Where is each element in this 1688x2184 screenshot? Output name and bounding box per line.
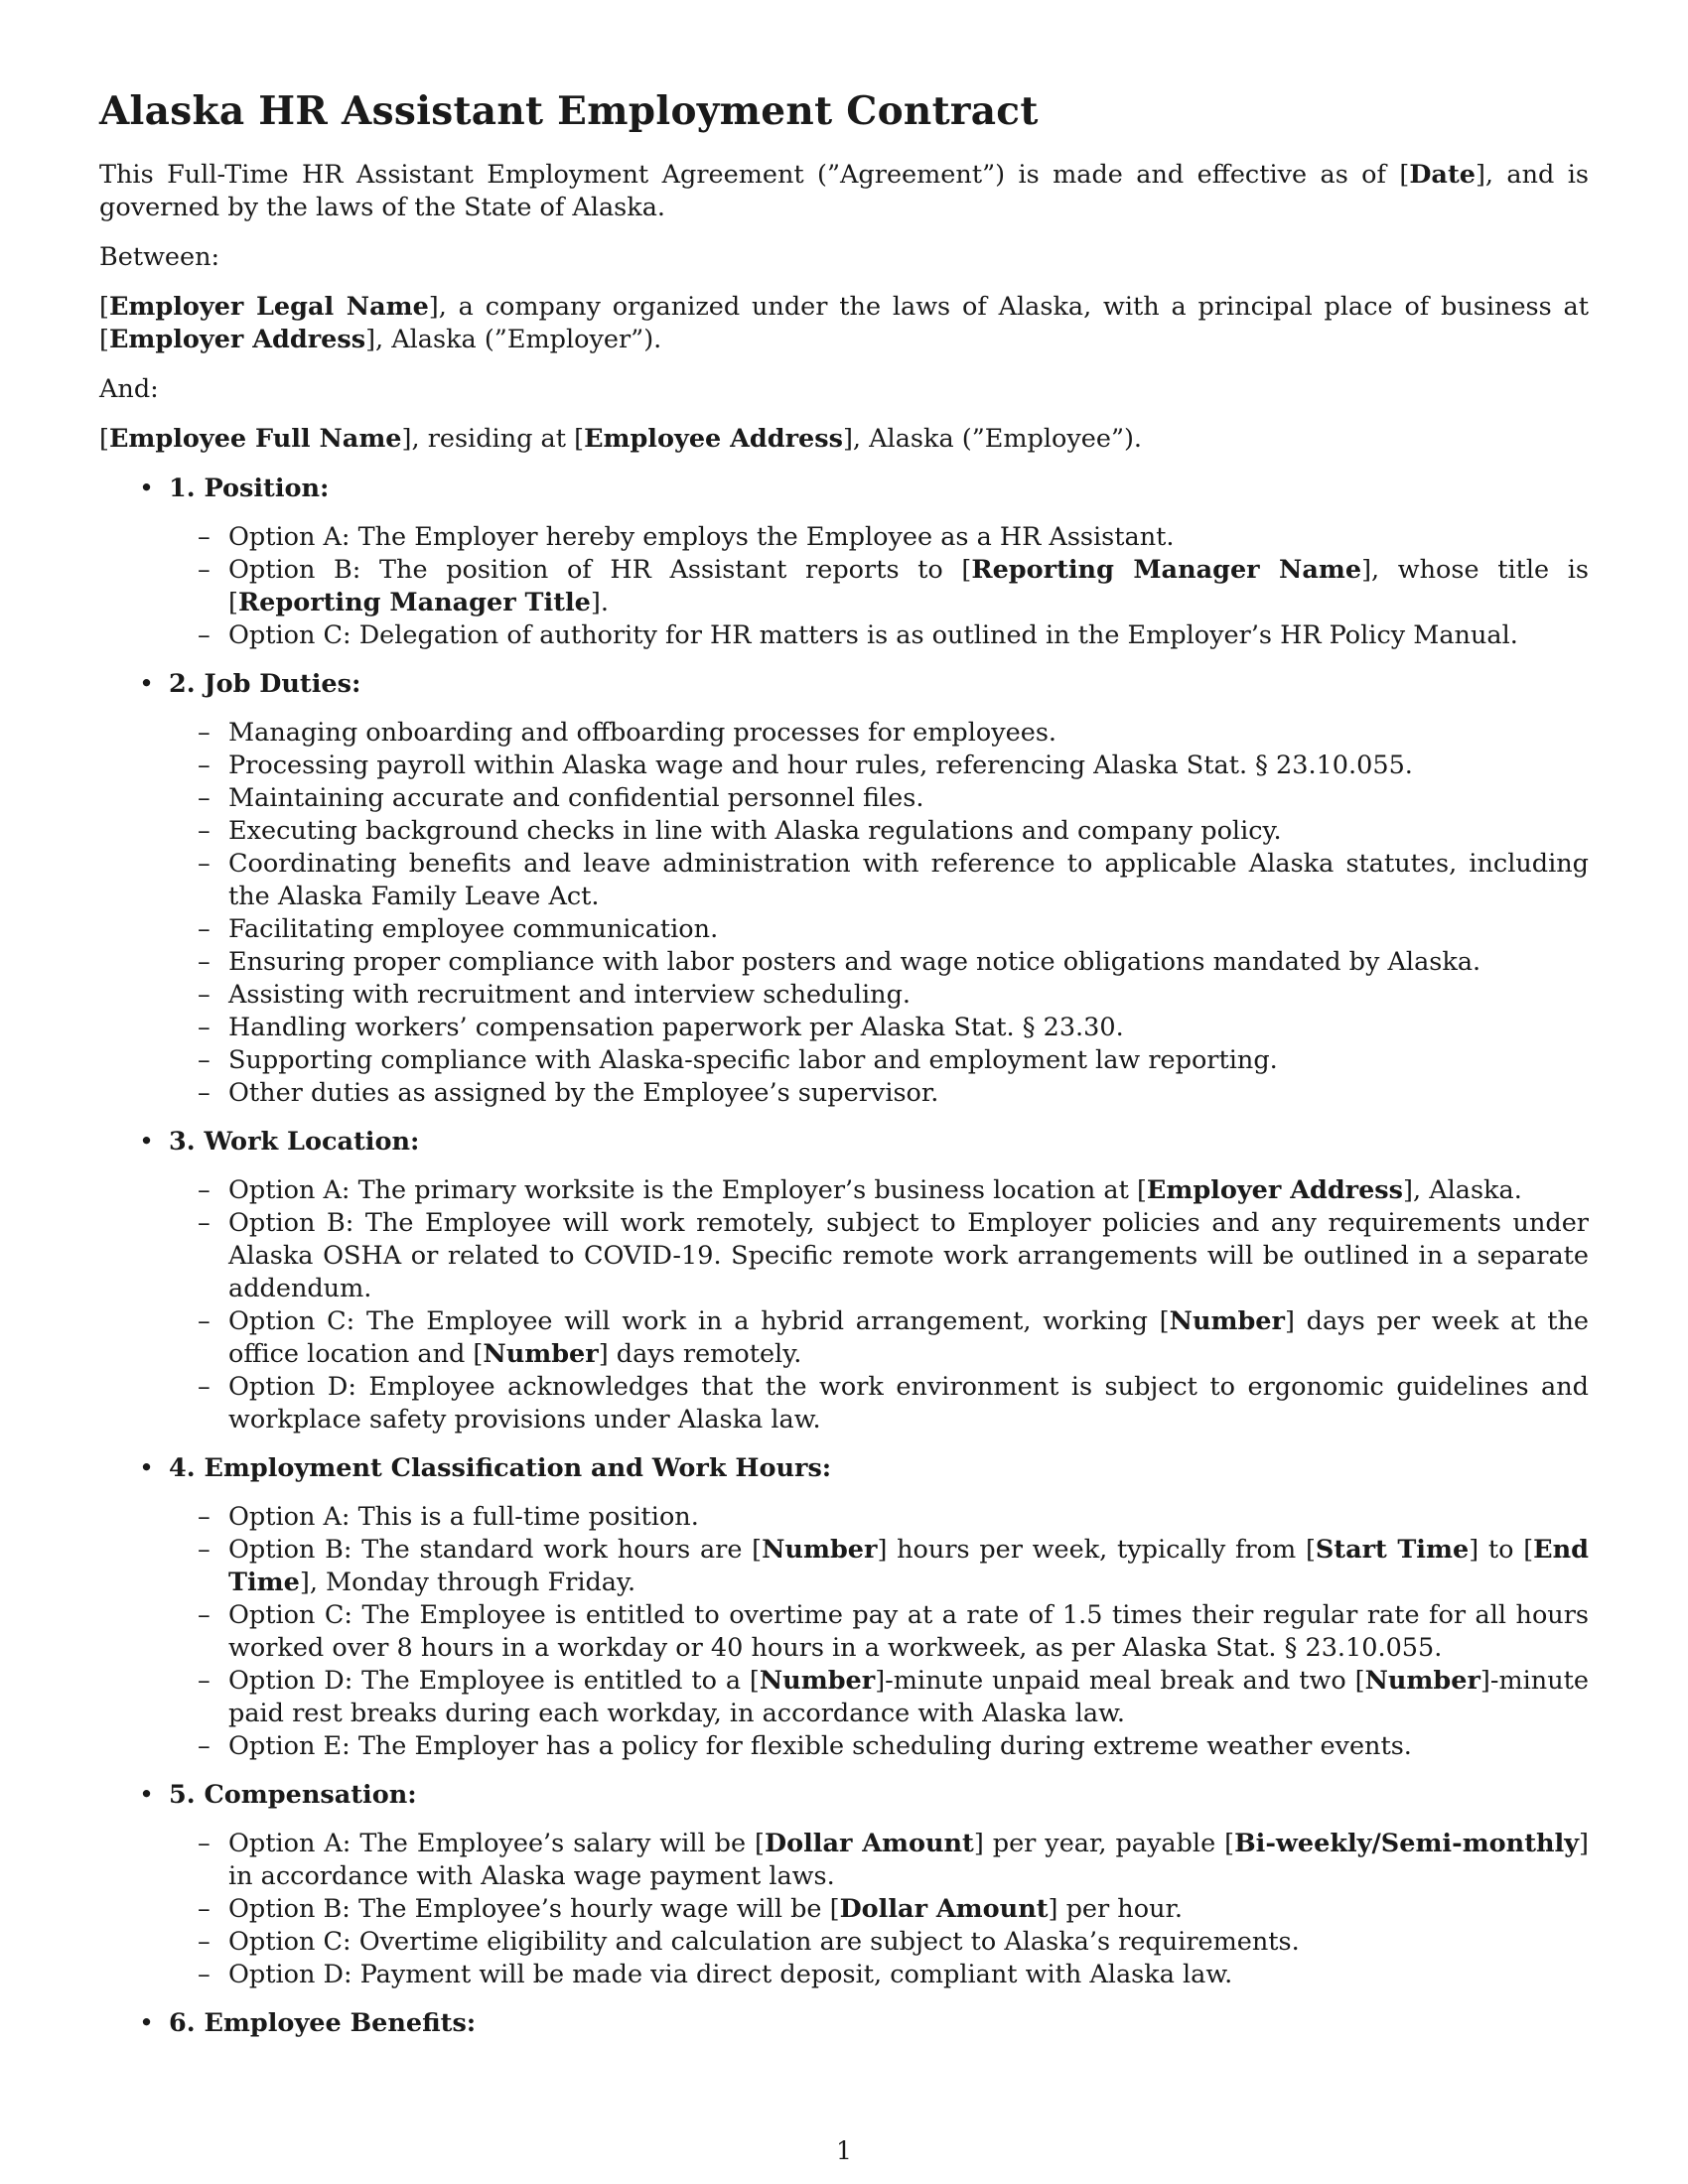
option-item — [169, 717, 1589, 750]
option-item — [169, 913, 1589, 946]
placeholder-employer-legal-name: Employer Legal Name — [108, 292, 429, 322]
option-text: Facilitating employee communication. — [228, 914, 719, 944]
option-text: Other duties as assigned by the Employee’s supervisor. — [228, 1078, 939, 1108]
contract-section — [99, 2007, 1589, 2040]
option-item — [169, 1044, 1589, 1077]
option-text: ], whose title is [ — [228, 555, 1589, 617]
section-options — [169, 1174, 1589, 1436]
option-text: Option C: The Employee is entitled to overtime pay at a rate of 1.5 times their regular rate for all hours worked over 8 hours in a workday or 40 hours in a workweek, as per Alaska Stat. § 23.10.055. — [228, 1600, 1589, 1663]
option-text: Executing background checks in line with Alaska regulations and company policy. — [228, 816, 1282, 846]
option-text: Option D: Employee acknowledges that the work environment is subject to ergonomic guidelines and workplace safety provisions under Alaska law. — [228, 1372, 1589, 1434]
section-title: • 1. Position: — [169, 474, 330, 503]
option-item — [169, 1174, 1589, 1207]
placeholder-field: Employer Address — [1146, 1175, 1404, 1205]
option-text: Option D: Payment will be made via direct deposit, compliant with Alaska law. — [228, 1960, 1233, 1989]
option-item — [169, 1926, 1589, 1959]
page-number: 1 — [836, 2136, 852, 2165]
option-item — [169, 782, 1589, 815]
section-title: • 3. Work Location: — [169, 1127, 420, 1157]
option-item — [169, 750, 1589, 782]
option-item — [169, 1012, 1589, 1044]
placeholder-field: Start Time — [1315, 1535, 1470, 1565]
placeholder-field: Number — [759, 1666, 876, 1696]
between-label: Between: — [99, 242, 220, 272]
placeholder-field: Reporting Manager Name — [971, 555, 1362, 585]
contract-section — [99, 668, 1589, 1110]
option-text: Option C: The Employee will work in a hybrid arrangement, working [ — [228, 1306, 1170, 1336]
placeholder-field: Reporting Manager Title — [237, 588, 591, 617]
contract-section — [99, 1126, 1589, 1436]
option-item — [169, 1730, 1589, 1763]
employee-party: [Employee Full Name], residing at [Employee Address], Alaska (”Employee”). — [99, 424, 1143, 454]
placeholder-field: Number — [1169, 1306, 1285, 1336]
option-text: ] per hour. — [1048, 1894, 1183, 1924]
placeholder-field: Dollar Amount — [765, 1829, 974, 1858]
placeholder-employee-full-name: Employee Full Name — [108, 424, 402, 454]
option-text: Ensuring proper compliance with labor posters and wage notice obligations mandated by Alaska. — [228, 947, 1481, 977]
option-text: ]. — [590, 588, 609, 617]
option-item — [169, 979, 1589, 1012]
section-options — [169, 1501, 1589, 1763]
option-text: ]-minute paid rest breaks during each workday, in accordance with Alaska law. — [228, 1666, 1589, 1728]
option-item — [169, 1077, 1589, 1110]
option-text: ], Monday through Friday. — [299, 1568, 636, 1597]
option-text: Option B: The Employee will work remotely, subject to Employer policies and any requirements under Alaska OSHA or related to COVID-19. Specific remote work arrangements will be outlined in a separate addendum. — [228, 1208, 1589, 1303]
option-text: ] per year, payable [ — [973, 1829, 1235, 1858]
option-item — [169, 1599, 1589, 1665]
section-title: • 6. Employee Benefits: — [169, 2008, 477, 2038]
option-item — [169, 1828, 1589, 1893]
option-item — [169, 848, 1589, 913]
option-text: ] hours per week, typically from [ — [877, 1535, 1316, 1565]
option-item — [169, 815, 1589, 848]
option-item — [169, 1665, 1589, 1730]
option-item — [169, 1371, 1589, 1436]
option-item — [169, 1501, 1589, 1534]
document-title: Alaska HR Assistant Employment Contract — [99, 88, 1039, 134]
placeholder-employer-address: Employer Address — [108, 325, 366, 354]
section-title: • 2. Job Duties: — [169, 669, 361, 699]
option-text: ] in accordance with Alaska wage payment laws. — [228, 1829, 1589, 1891]
option-text: Maintaining accurate and confidential personnel files. — [228, 783, 924, 813]
section-options — [169, 717, 1589, 1110]
option-text: ] to [ — [1469, 1535, 1534, 1565]
option-item — [169, 946, 1589, 979]
placeholder-employee-address: Employee Address — [584, 424, 843, 454]
option-text: Processing payroll within Alaska wage and hour rules, referencing Alaska Stat. § 23.10.055. — [228, 751, 1413, 780]
option-text: Managing onboarding and offboarding processes for employees. — [228, 718, 1057, 748]
option-text: Option A: The Employer hereby employs the Employee as a HR Assistant. — [228, 522, 1175, 552]
contract-section — [99, 1779, 1589, 1991]
option-text: Option A: The Employee’s salary will be [ — [228, 1829, 765, 1858]
placeholder-field: Number — [1364, 1666, 1480, 1696]
option-text: ] days per week at the office location and [ — [228, 1306, 1589, 1369]
placeholder-date: Date — [1409, 160, 1476, 190]
employer-party: [Employer Legal Name], a company organized under the laws of Alaska, with a principal place of business at [Employer Address], Alaska (”Employer”). — [99, 292, 1590, 354]
option-text: Option E: The Employer has a policy for flexible scheduling during extreme weather events. — [228, 1731, 1412, 1761]
option-text: Assisting with recruitment and interview scheduling. — [228, 980, 912, 1010]
contract-sections — [99, 473, 1589, 2040]
option-item — [169, 1305, 1589, 1371]
option-text: Option B: The position of HR Assistant reports to [ — [228, 555, 972, 585]
option-text: ] days remotely. — [598, 1339, 802, 1369]
section-options — [169, 521, 1589, 652]
contract-section — [99, 473, 1589, 652]
section-title: • 4. Employment Classification and Work Hours: — [169, 1453, 832, 1483]
option-text: Option B: The Employee’s hourly wage will be [ — [228, 1894, 840, 1924]
document-page — [99, 87, 1589, 2056]
option-text: Option C: Overtime eligibility and calculation are subject to Alaska’s requirements. — [228, 1927, 1300, 1957]
option-item — [169, 554, 1589, 619]
placeholder-field: End Time — [228, 1535, 1589, 1597]
intro-paragraph: This Full-Time HR Assistant Employment Agreement (”Agreement”) is made and effective as of [Date], and is governed by the laws of the State of Alaska. — [99, 160, 1589, 222]
option-item — [169, 1959, 1589, 1991]
option-text: Option A: The primary worksite is the Employer’s business location at [ — [228, 1175, 1147, 1205]
option-text: Option A: This is a full-time position. — [228, 1502, 699, 1532]
option-text: Option C: Delegation of authority for HR matters is as outlined in the Employer’s HR Policy Manual. — [228, 620, 1518, 650]
option-item — [169, 1534, 1589, 1599]
placeholder-field: Dollar Amount — [839, 1894, 1049, 1924]
placeholder-field: Number — [483, 1339, 599, 1369]
option-item — [169, 619, 1589, 652]
section-options — [169, 1828, 1589, 1991]
option-item — [169, 521, 1589, 554]
option-text: Supporting compliance with Alaska-specific labor and employment law reporting. — [228, 1045, 1278, 1075]
option-text: Coordinating benefits and leave administration with reference to applicable Alaska statutes, including the Alaska Family Leave Act. — [228, 849, 1589, 911]
option-text: Option B: The standard work hours are [ — [228, 1535, 763, 1565]
option-item — [169, 1207, 1589, 1305]
option-text: ]-minute unpaid meal break and two [ — [875, 1666, 1365, 1696]
section-title: • 5. Compensation: — [169, 1780, 417, 1810]
option-text: ], Alaska. — [1403, 1175, 1522, 1205]
option-item — [169, 1893, 1589, 1926]
option-text: Option D: The Employee is entitled to a [ — [228, 1666, 760, 1696]
option-text: Handling workers’ compensation paperwork per Alaska Stat. § 23.30. — [228, 1013, 1124, 1042]
placeholder-field: Bi-weekly/Semi-monthly — [1234, 1829, 1580, 1858]
and-label: And: — [99, 374, 159, 404]
placeholder-field: Number — [762, 1535, 878, 1565]
contract-section — [99, 1452, 1589, 1763]
